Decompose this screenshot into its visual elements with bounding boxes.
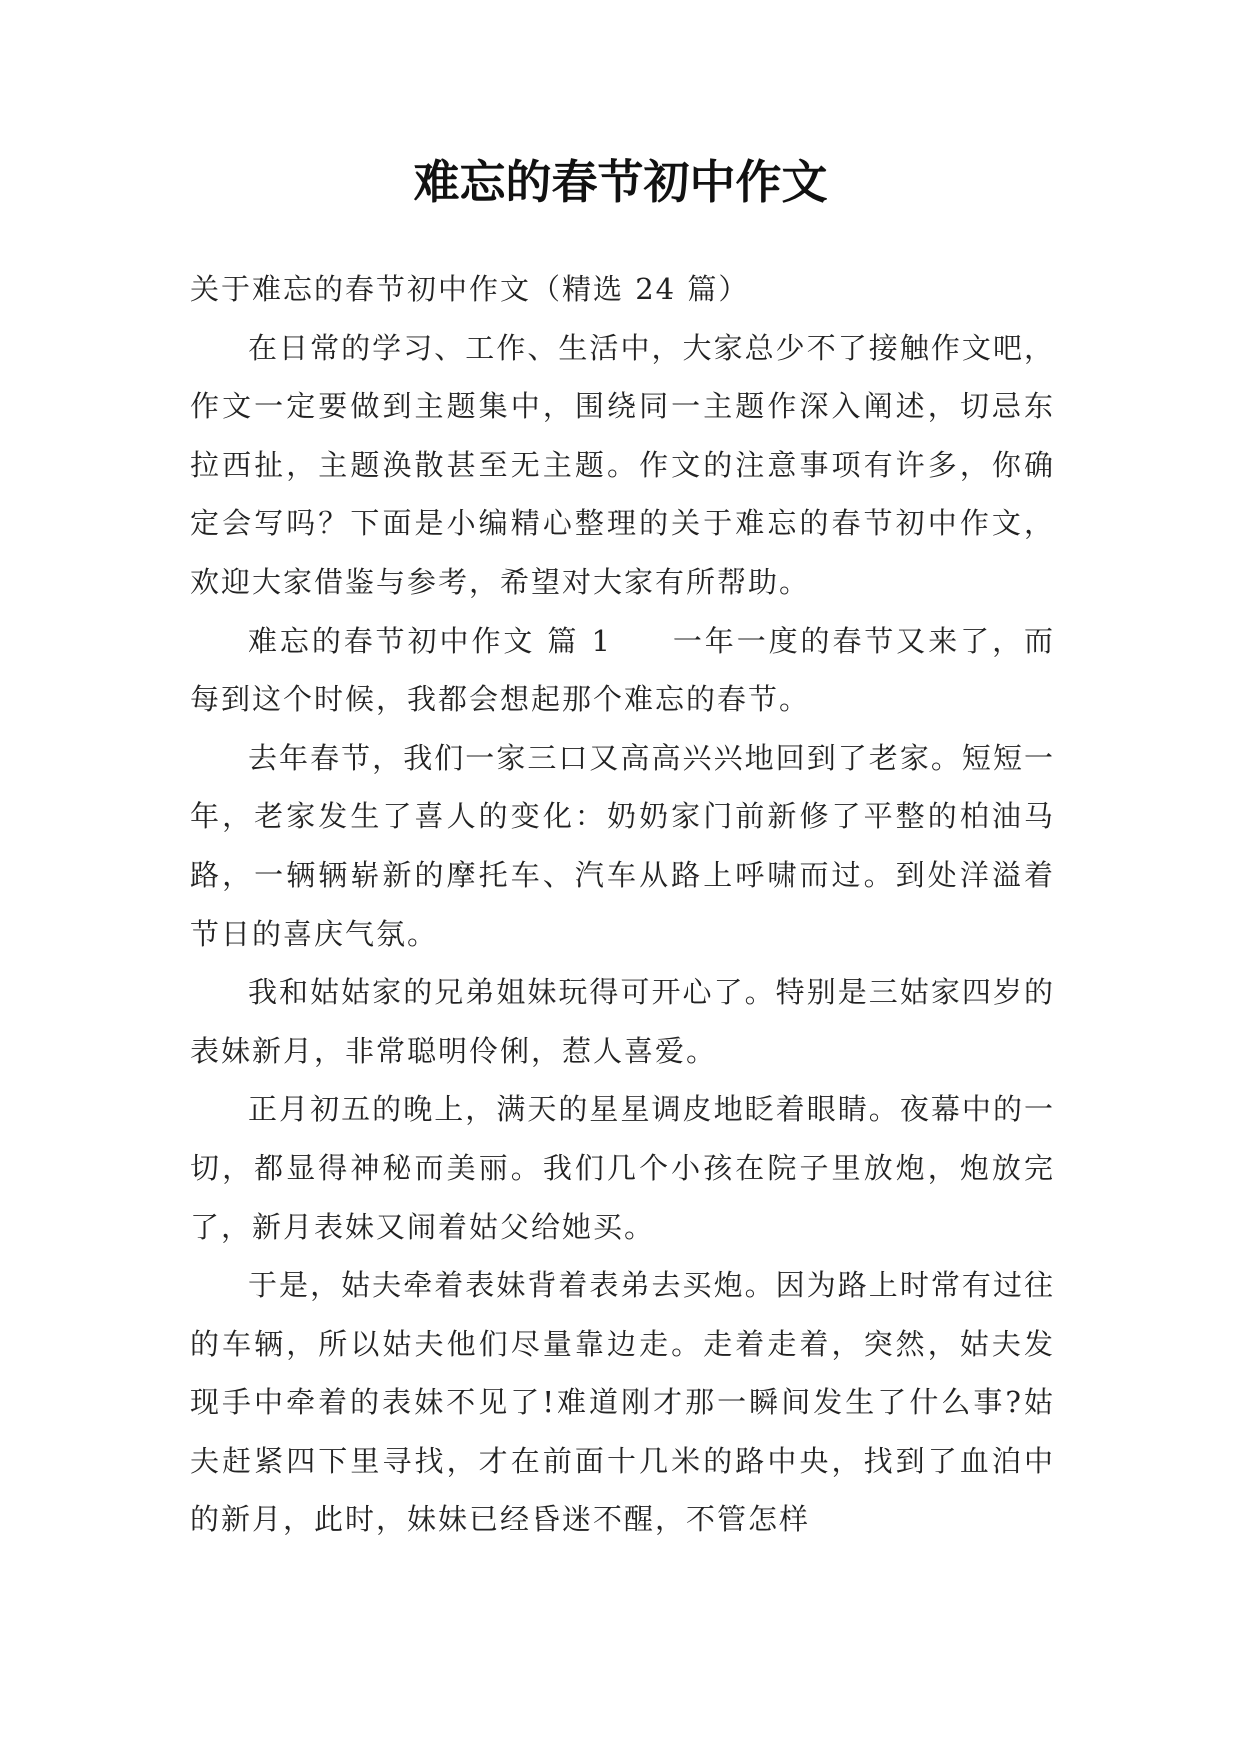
section-1-paragraph [190,612,1055,729]
document-body [190,260,1055,1549]
section-first-text: 一年一度的春节又来了，而每到这个时候，我都会想起那个难忘的春节。 [190,623,1055,717]
intro-paragraph: 在日常的学习、工作、生活中，大家总少不了接触作文吧，作文一定要做到主题集中，围绕同一主题作深入阐述，切忌东拉西扯，主题涣散甚至无主题。作文的注意事项有许多，你确定会写吗？下面是小编精心整理的关于难忘的春节初中作文，欢迎大家借鉴与参考，希望对大家有所帮助。 [190,330,1055,599]
story-paragraph: 我和姑姑家的兄弟姐妹玩得可开心了。特别是三姑家四岁的表妹新月，非常聪明伶俐，惹人喜爱。 [190,975,1055,1068]
document-title: 难忘的春节初中作文 [413,155,828,209]
story-paragraph: 正月初五的晚上，满天的星星调皮地眨着眼睛。夜幕中的一切，都显得神秘而美丽。我们几个小孩在院子里放炮，炮放完了，新月表妹又闹着姑父给她买。 [190,1092,1055,1244]
document-subtitle: 关于难忘的春节初中作文（精选 24 篇） [190,272,750,306]
story-paragraph: 于是，姑夫牵着表妹背着表弟去买炮。因为路上时常有过往的车辆，所以姑夫他们尽量靠边走。走着走着，突然，姑夫发现手中牵着的表妹不见了!难道刚才那一瞬间发生了什么事?姑夫赶紧四下里寻找，才在前面十几米的路中央，找到了血泊中的新月，此时，妹妹已经昏迷不醒，不管怎样 [190,1268,1055,1537]
section-heading: 难忘的春节初中作文 篇 1 [248,623,612,658]
story-paragraph: 去年春节，我们一家三口又高高兴兴地回到了老家。短短一年，老家发生了喜人的变化：奶奶家门前新修了平整的柏油马路，一辆辆崭新的摩托车、汽车从路上呼啸而过。到处洋溢着节日的喜庆气氛。 [190,740,1055,951]
